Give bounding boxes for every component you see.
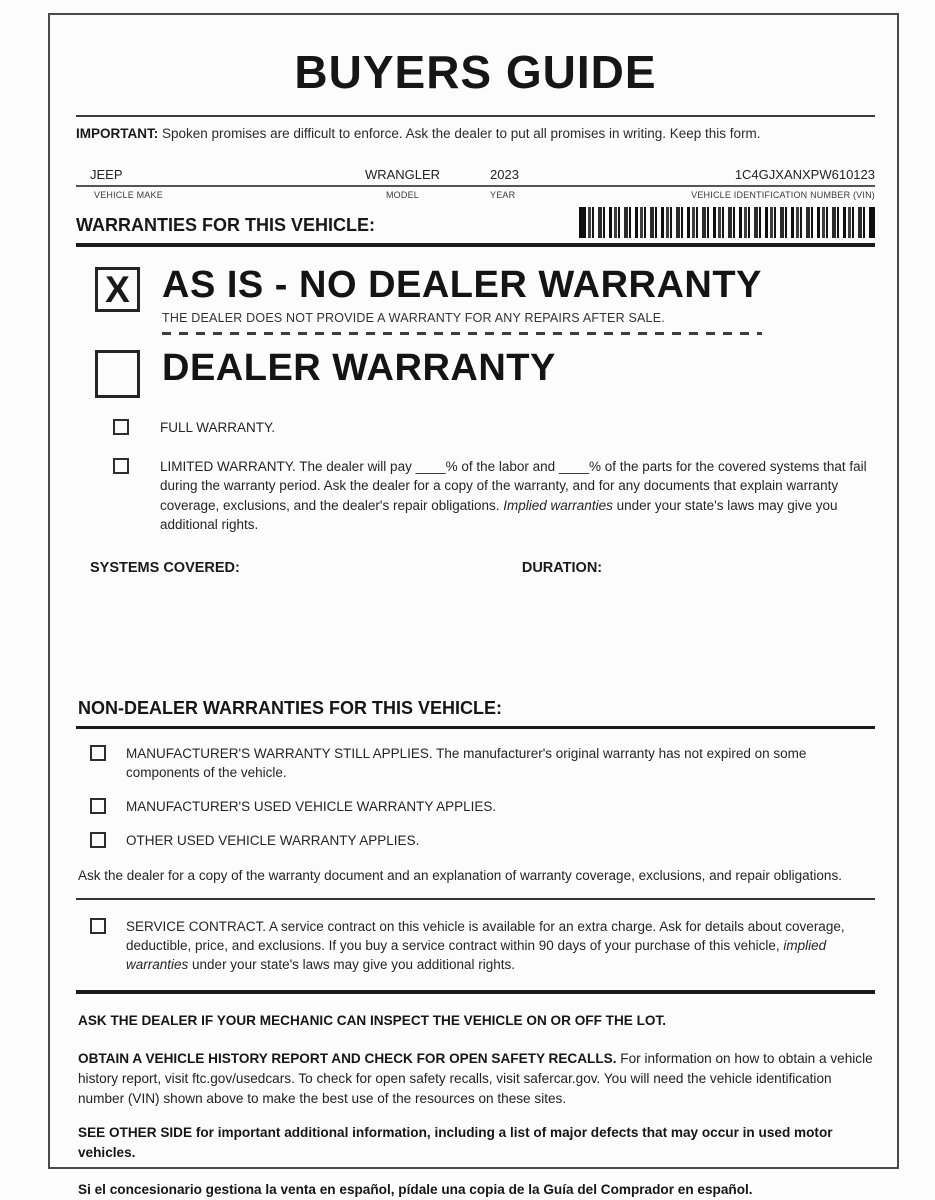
manufacturer-used-warranty-row bbox=[76, 797, 875, 816]
limited-warranty-text bbox=[160, 457, 875, 534]
important-label: IMPORTANT: bbox=[76, 126, 159, 141]
vehicle-year-label: YEAR bbox=[490, 190, 516, 200]
manufacturer-used-warranty-checkbox[interactable] bbox=[90, 798, 106, 814]
mechanic-inspection-notice: ASK THE DEALER IF YOUR MECHANIC CAN INSPECT THE VEHICLE ON OR OFF THE LOT. bbox=[78, 1012, 667, 1028]
dealer-warranty-text bbox=[162, 347, 556, 398]
vehicle-model-label: MODEL bbox=[385, 190, 419, 200]
dealer-warranty-checkbox[interactable] bbox=[95, 350, 140, 398]
full-warranty-label: FULL WARRANTY. bbox=[160, 420, 276, 436]
systems-covered-label: SYSTEMS COVERED: bbox=[90, 559, 240, 576]
manufacturer-warranty-text: MANUFACTURER'S WARRANTY STILL APPLIES. The manufacturer's original warranty has not expired on some components of the vehicle. bbox=[126, 745, 807, 781]
systems-duration-row bbox=[76, 560, 875, 576]
dealer-warranty-title: DEALER WARRANTY bbox=[162, 347, 556, 390]
vehicle-vin-value: 1C4GJXANXPW610123 bbox=[734, 167, 875, 182]
vehicle-history-notice-rest: For information on how to obtain a vehicle history report, visit ftc.gov/usedcars. To check for open safety recalls, visit safercar.gov. You will need the vehicle identification number (VIN) shown above to make the best use of the resources on these sites. bbox=[78, 1051, 873, 1106]
manufacturer-used-warranty-text: MANUFACTURER'S USED VEHICLE WARRANTY APPLIES. bbox=[126, 799, 497, 815]
other-used-warranty-row bbox=[76, 831, 875, 850]
vehicle-vin-label: VEHICLE IDENTIFICATION NUMBER (VIN) bbox=[691, 190, 875, 200]
warranty-document-note: Ask the dealer for a copy of the warranty document and an explanation of warranty coverage, exclusions, and repair obligations. bbox=[78, 867, 842, 883]
warranties-divider bbox=[76, 243, 875, 247]
footer-top-divider bbox=[76, 990, 875, 994]
limited-warranty-implied-phrase: Implied warranties bbox=[503, 497, 613, 513]
vehicle-make-value: JEEP bbox=[90, 167, 123, 182]
spanish-notice: Si el concesionario gestiona la venta en español, pídale una copia de la Guía del Comprador en español. bbox=[78, 1181, 753, 1197]
as-is-dashed-divider bbox=[162, 332, 762, 335]
as-is-checkbox[interactable]: X bbox=[95, 267, 140, 312]
limited-warranty-text-end: under your state's laws may give you additional rights. bbox=[160, 497, 838, 532]
important-notice bbox=[76, 126, 875, 141]
other-used-warranty-checkbox[interactable] bbox=[90, 832, 106, 848]
as-is-text bbox=[162, 264, 762, 335]
warranties-heading: WARRANTIES FOR THIS VEHICLE: bbox=[76, 215, 376, 235]
manufacturer-warranty-checkbox[interactable] bbox=[90, 745, 106, 761]
systems-covered-blank-area bbox=[76, 576, 875, 698]
full-warranty-row bbox=[76, 418, 875, 437]
limited-warranty-row bbox=[76, 457, 875, 534]
see-other-side-notice: SEE OTHER SIDE for important additional information, including a list of major defects that may occur in used motor vehicles. bbox=[78, 1125, 833, 1161]
important-text: Spoken promises are difficult to enforce. Ask the dealer to put all promises in writing. Keep this form. bbox=[162, 126, 761, 141]
as-is-title: AS IS - NO DEALER WARRANTY bbox=[162, 264, 762, 306]
vehicle-year-value: 2023 bbox=[490, 167, 519, 182]
other-used-warranty-text: OTHER USED VEHICLE WARRANTY APPLIES. bbox=[126, 833, 420, 849]
vehicle-model-value: WRANGLER bbox=[364, 167, 441, 182]
buyers-guide-form bbox=[48, 13, 899, 1197]
title-divider bbox=[76, 115, 875, 117]
warranties-header-row bbox=[76, 207, 875, 238]
service-contract-implied-phrase: implied warranties bbox=[126, 938, 827, 973]
as-is-section bbox=[76, 264, 875, 335]
service-contract-row bbox=[76, 917, 875, 974]
service-contract-checkbox[interactable] bbox=[90, 918, 106, 934]
service-contract-text bbox=[126, 917, 875, 974]
full-warranty-checkbox[interactable] bbox=[113, 419, 129, 435]
non-dealer-heading: NON-DEALER WARRANTIES FOR THIS VEHICLE: bbox=[78, 697, 503, 718]
service-contract-text-end: under your state's laws may give you additional rights. bbox=[188, 957, 516, 973]
as-is-subtitle: THE DEALER DOES NOT PROVIDE A WARRANTY FOR ANY REPAIRS AFTER SALE. bbox=[162, 311, 665, 326]
page-title: BUYERS GUIDE bbox=[294, 46, 657, 98]
manufacturer-warranty-row bbox=[76, 744, 875, 782]
vehicle-make-label: VEHICLE MAKE bbox=[94, 190, 163, 200]
service-contract-text-start: SERVICE CONTRACT. A service contract on this vehicle is available for an extra charge. Ask for details about coverage, deductible, price, and exclusions. If you buy a service contract within 90 days of your purchase of this vehicle, bbox=[126, 919, 845, 954]
vehicle-info-labels bbox=[76, 187, 875, 200]
vehicle-info-values bbox=[76, 167, 875, 187]
vehicle-history-notice bbox=[78, 1049, 875, 1108]
non-dealer-divider bbox=[76, 726, 875, 729]
limited-warranty-checkbox[interactable] bbox=[113, 458, 129, 474]
dealer-warranty-section bbox=[76, 347, 875, 398]
service-contract-top-divider bbox=[76, 898, 875, 900]
duration-label: DURATION: bbox=[521, 559, 603, 576]
limited-warranty-text-start: LIMITED WARRANTY. The dealer will pay ____% of the labor and ____% of the parts for the covered systems that fail during the warranty period. Ask the dealer for a copy of the warranty, and for any documents that explain warranty coverage, exclusions, and the dealer's repair obligations. bbox=[160, 459, 867, 513]
vehicle-history-notice-bold: OBTAIN A VEHICLE HISTORY REPORT AND CHECK FOR OPEN SAFETY RECALLS. bbox=[78, 1051, 617, 1067]
vin-barcode bbox=[579, 207, 875, 238]
